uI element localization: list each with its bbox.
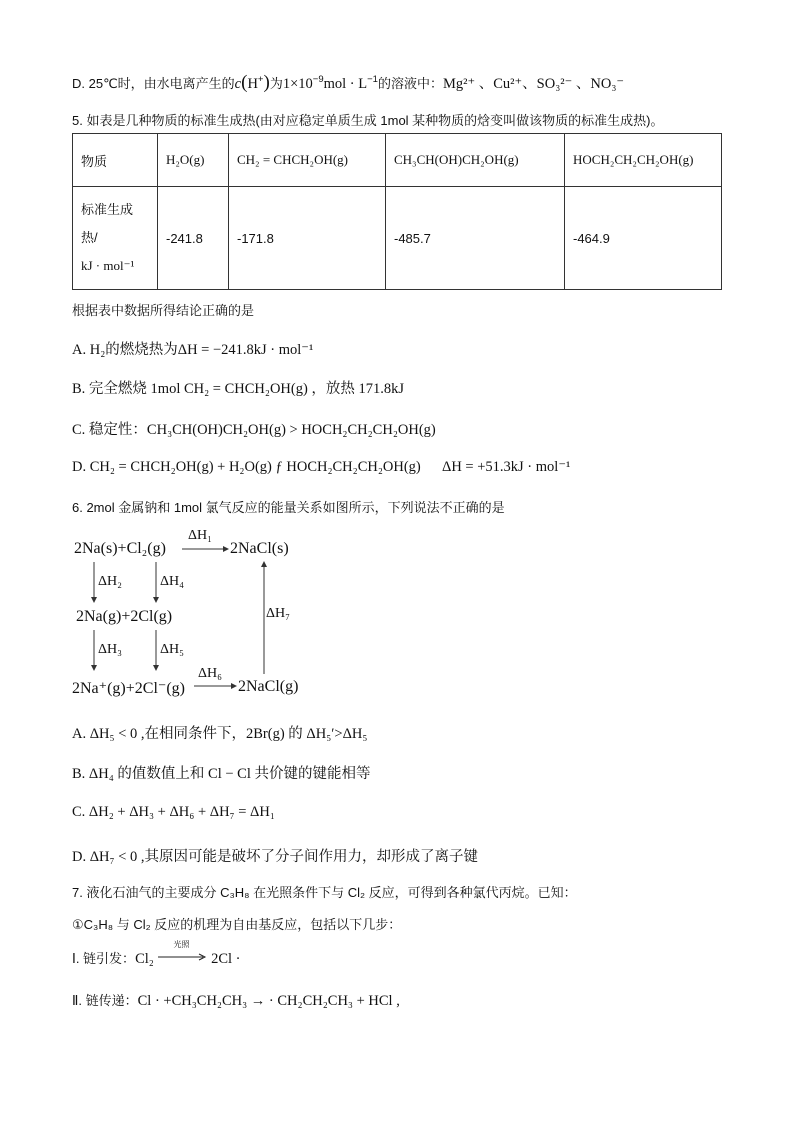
table-row [73, 187, 722, 290]
q7-step-i-reactant: Cl₂ [135, 951, 154, 967]
q4-c-symbol: c [234, 76, 242, 92]
q4-h-charge: + [257, 74, 264, 85]
born-haber-diagram [70, 528, 350, 703]
table-header-cell: CH₃CH(OH)CH₂OH(g) [386, 134, 565, 187]
table-header-row [73, 134, 722, 187]
q6-option-c: C. ΔH₂ + ΔH₃ + ΔH₆ + ΔH₇ = ΔH₁ [72, 804, 275, 820]
row-label-line: 标准生成 [81, 202, 134, 217]
q7-point-1: ①C₃H₈ 与 Cl₂ 反应的机理为自由基反应，包括以下几步： [72, 917, 402, 932]
q6-option-d: D. ΔH₇ < 0 ,其原因可能是破坏了分子间作用力，却形成了离子键 [72, 849, 478, 865]
diagram-label-dh4: ΔH₄ [160, 574, 184, 589]
q5-option-a: A. H₂的燃烧热为ΔH = −241.8kJ · mol⁻¹ [72, 342, 314, 358]
q5-option-d [72, 459, 570, 476]
q4-h-ion: H [247, 76, 258, 92]
row-label-line: 热/ [81, 230, 98, 245]
table-cell: -241.8 [158, 187, 229, 290]
q7-step-ii [72, 990, 400, 1010]
q7-stem: 7. 液化石油气的主要成分 C₃H₈ 在光照条件下与 Cl₂ 反应，可得到各种氯代丙烷。已知： [72, 885, 577, 900]
q7-step-ii-equation: Cl · +CH₃CH₂CH₃ → · CH₂CH₂CH₃ + HCl , [137, 993, 400, 1009]
q4-unit-exp: −1 [367, 74, 378, 85]
q4-concentration-exp: −9 [312, 74, 324, 85]
q5-lead: 根据表中数据所得结论正确的是 [72, 303, 255, 318]
diagram-nacl-s: 2NaCl(s) [230, 540, 289, 557]
q5-option-c: C. 稳定性：CH₃CH(OH)CH₂OH(g) > HOCH₂CH₂CH₂OH(g) [72, 422, 436, 438]
diagram-label-dh1: ΔH₁ [188, 528, 212, 543]
table-cell: -171.8 [229, 187, 386, 290]
q7-step-i [72, 940, 241, 968]
diagram-label-dh5: ΔH₅ [160, 642, 184, 657]
q7-step-ii-label: Ⅱ. 链传递： [72, 993, 138, 1008]
q7-step-i-label: Ⅰ. 链引发： [72, 951, 136, 966]
q6-stem: 6. 2mol 金属钠和 1mol 氯气反应的能量关系如图所示，下列说法不正确的是 [72, 500, 505, 515]
q5-option-d-enthalpy: ΔH = +51.3kJ · mol⁻¹ [442, 459, 571, 475]
table-header-cell: 物质 [73, 134, 158, 187]
table-header-cell: CH₂ = CHCH₂OH(g) [229, 134, 386, 187]
q4-option-d-prefix: D. 25℃时，由水电离产生的 [72, 76, 235, 91]
diagram-label-dh2: ΔH₂ [98, 574, 122, 589]
q5-property-table [72, 133, 722, 290]
table-cell: -464.9 [565, 187, 722, 290]
q4-ions: Mg²⁺ 、Cu²⁺、SO₃²⁻ 、NO₃⁻ [442, 76, 625, 92]
table-cell: -485.7 [386, 187, 565, 290]
light-arrow [157, 940, 207, 963]
diagram-nacl-g: 2NaCl(g) [238, 678, 299, 695]
q7-step-i-condition: 光照 [173, 940, 190, 949]
row-label-line: kJ · mol⁻¹ [81, 258, 135, 273]
diagram-label-dh3: ΔH₃ [98, 642, 122, 657]
diagram-na-g-cl-g: 2Na(g)+2Cl(g) [76, 608, 173, 625]
q4-concentration: 1×10 [282, 76, 313, 92]
diagram-na-s-cl2-g: 2Na(s)+Cl₂(g) [74, 540, 166, 557]
table-header-cell: HOCH₂CH₂CH₂OH(g) [565, 134, 722, 187]
q6-option-a: A. ΔH₅ < 0 ,在相同条件下，2Br(g) 的 ΔH₅′>ΔH₅ [72, 726, 368, 742]
q5-option-d-equation: D. CH₂ = CHCH₂OH(g) + H₂O(g) ƒ HOCH₂CH₂CH₂OH(g) [72, 459, 421, 475]
q4-mid-text: 为 [269, 76, 283, 91]
diagram-ions-g: 2Na⁺(g)+2Cl⁻(g) [72, 680, 185, 697]
q4-option-d: D. 25℃时，由水电离产生的c(H+)为$1\times 10^{-9}mol \cdot L^{-1}$的溶液中：Mg²⁺ 、Cu²⁺、SO₃²⁻ 、NO₃⁻ [72, 72, 625, 93]
diagram-label-dh7: ΔH₇ [266, 606, 290, 621]
q4-suffix: 的溶液中： [377, 76, 443, 91]
arrow-icon [157, 949, 207, 963]
diagram-label-dh6: ΔH₆ [198, 666, 222, 681]
q4-unit: mol · L [323, 76, 368, 92]
q5-stem: 5. 如表是几种物质的标准生成热(由对应稳定单质生成 1mol 某种物质的焓变叫做该物质的标准生成热)。 [72, 113, 664, 128]
q5-option-b: B. 完全燃烧 1mol CH₂ = CHCH₂OH(g) ，放热 171.8kJ [72, 381, 405, 397]
q7-step-i-product: 2Cl · [211, 951, 241, 967]
q6-option-b: B. ΔH₄ 的值数值上和 Cl − Cl 共价键的键能相等 [72, 766, 371, 782]
row-label-cell [73, 187, 158, 290]
table-header-cell: H₂O(g) [158, 134, 229, 187]
